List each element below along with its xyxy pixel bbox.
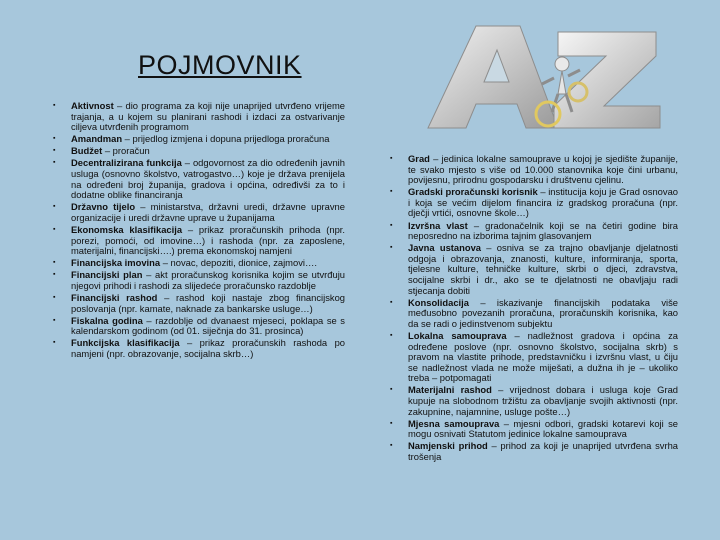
glossary-definition: – institucija koju je Grad osnovao i koja se većim dijelom financira iz gradskog proračuna (npr. dječji vrtići, osnovne škole…) (408, 186, 678, 219)
glossary-term: Financijski rashod (71, 292, 158, 304)
glossary-definition: – prihod za koji je unaprijed utvrđena svrha trošenja (408, 440, 678, 463)
glossary-item (53, 338, 345, 359)
glossary-item (53, 225, 345, 257)
glossary-definition: – iskazivanje financijskih podataka više međusobno povezanih proračuna, proračunskih korisnika, kao da se radi o jedinstvenom subjektu (408, 296, 678, 329)
glossary-definition: – prikaz proračunskih rashoda po namjeni (npr. obrazovanje, socijalna skrb…) (71, 337, 345, 360)
glossary-item (53, 158, 345, 200)
glossary-definition: – novac, depoziti, dionice, zajmovi…. (160, 257, 317, 269)
glossary-definition: – nadležnost gradova i općina za određene poslove (npr. osnovno školstvo, socijalna skrb) s pravom na vlastite prihode, predstavničku i izvršnu vlast, u čiju se nadležnost vlada ne može miješati, a dužna ih je – ukoliko treba – potpomagati (408, 330, 678, 384)
glossary-definition: – proračun (102, 145, 150, 157)
glossary-term: Javna ustanova (408, 242, 482, 254)
glossary-item (390, 243, 678, 296)
glossary-term: Amandman (71, 133, 123, 145)
glossary-term: Gradski proračunski korisnik (408, 186, 538, 198)
glossary-definition: – jedinica lokalne samouprave u kojoj je sjedište županije, te svako mjesto s više od 10.000 stanovnika koje čini urbanu, povijesnu, prirodnu gospodarsku i društvenu cjelinu. (408, 153, 678, 186)
glossary-item (53, 258, 345, 269)
glossary-list-right (390, 154, 678, 464)
glossary-term: Grad (408, 153, 430, 164)
glossary-term: Aktivnost (71, 100, 114, 111)
glossary-item (53, 202, 345, 223)
glossary-item (53, 316, 345, 337)
glossary-term: Konsolidacija (408, 296, 469, 308)
glossary-term: Materijalni rashod (408, 384, 492, 396)
glossary-item (390, 298, 678, 330)
glossary-item (53, 146, 345, 157)
glossary-term: Mjesna samouprava (408, 417, 500, 429)
glossary-item (390, 385, 678, 417)
glossary-item (390, 331, 678, 384)
glossary-definition: – dio programa za koji nije unaprijed utvrđeno vrijeme trajanja, a u kojem su planirani rashodi i izdaci za ostvarivanje ciljeva utvrđenih programom (71, 100, 345, 133)
page-title: POJMOVNIK (138, 50, 302, 80)
glossary-definition: – ministarstva, državni uredi, državne upravne organizacije i uredi državne uprave u županijama (71, 201, 345, 223)
glossary-item (53, 134, 345, 145)
glossary-term: Lokalna samouprava (408, 330, 507, 341)
glossary-term: Budžet (71, 145, 103, 157)
glossary-definition: – vrijednost dobara i usluga koje Grad kupuje na slobodnom tržištu za obavljanje svojih aktivnosti (npr. zakupnine, najamnine, usluge pošte…) (408, 384, 678, 417)
glossary-definition: – razdoblje od dvanaest mjeseci, poklapa se s kalendarskom godinom (od 01. siječnja do 31. prosinca) (71, 314, 345, 337)
glossary-term: Državno tijelo (71, 201, 136, 213)
glossary-list-left (53, 101, 345, 361)
glossary-definition: – akt proračunskog korisnika kojim se utvrđuju njegovi prihodi i rashodi za slijedeće proračunsko razdoblje (71, 269, 345, 291)
glossary-definition: – mjesni odbori, gradski kotarevi koji se mogu osnivati Statutom jedinice lokalne samouprava (408, 417, 678, 440)
glossary-item (53, 270, 345, 291)
glossary-item (390, 221, 678, 242)
glossary-definition: – rashod koji nastaje zbog financijskog poslovanja (npr. kamate, naknade za bankarske usluge…) (71, 292, 345, 314)
glossary-term: Izvršna vlast (408, 219, 468, 231)
az-letters-figure-icon (408, 18, 678, 136)
glossary-definition: – osniva se za trajno obavljanje djelatnosti odgoja i obrazovanja, znanosti, kulture, informiranja, sporta, tjelesne kulture, tehničke kulture, skrbi o djeci, zdravstva, socijalne skrbi i dr., ako se te djelatnosti ne obavljaju radi stjecanja dobiti (408, 242, 678, 296)
glossary-item (53, 293, 345, 314)
glossary-definition: – prikaz proračunskih prihoda (npr. porezi, pomoći, od imovine…) i rashoda (npr. za zaposlene, materijalni, financijski….) prema ekonomskoj namjeni (71, 224, 346, 257)
glossary-definition: – odgovornost za dio određenih javnih usluga (osnovno školstvo, vatrogastvo…) koje je država prenijela na određeni broj županija, gradova i općina, određivši za to i dodatne oblike financiranja (71, 157, 345, 201)
glossary-item (390, 441, 678, 462)
glossary-term: Financijski plan (71, 269, 143, 281)
glossary-term: Fiskalna godina (71, 314, 143, 326)
glossary-item (390, 419, 678, 440)
glossary-item (390, 154, 678, 186)
glossary-term: Financijska imovina (71, 257, 161, 269)
glossary-definition: – gradonačelnik koji se na četiri godine bira neposredno na izborima tajnim glasovanjem (408, 219, 678, 242)
glossary-definition: – prijedlog izmjena i dopuna prijedloga proračuna (122, 133, 330, 145)
glossary-term: Decentralizirana funkcija (71, 157, 182, 169)
glossary-item (53, 101, 345, 133)
glossary-term: Ekonomska klasifikacija (71, 224, 183, 236)
glossary-item (390, 187, 678, 219)
glossary-term: Namjenski prihod (408, 440, 488, 452)
glossary-term: Funkcijska klasifikacija (71, 337, 180, 349)
